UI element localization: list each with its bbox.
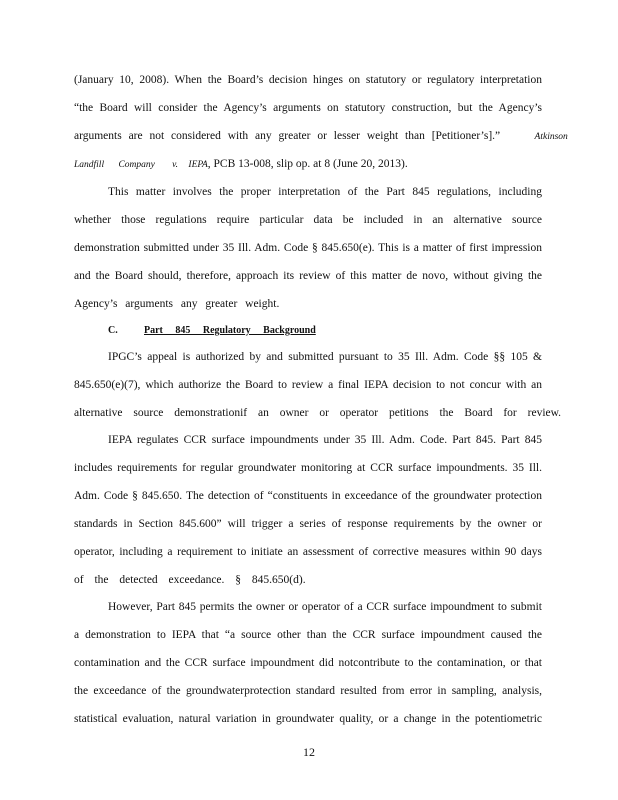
text-segment: arguments are not considered with any greater or lesser weight than [Petitioner’s].” [74, 130, 501, 142]
text-line: Adm. Code § 845.650. The detection of “constituents in exceedance of the groundwater protection [74, 490, 542, 502]
text-line: and the Board should, therefore, approach its review of this matter de novo, without giving the [74, 270, 542, 282]
section-letter: C. [108, 325, 118, 336]
text-line [74, 157, 542, 172]
text-line: alternative source demonstrationif an owner or operator petitions the Board for review. [74, 407, 562, 419]
text-line: IEPA regulates CCR surface impoundments under 35 Ill. Adm. Code. Part 845. Part 845 [108, 434, 542, 446]
text-line: (January 10, 2008). When the Board’s decision hinges on statutory or regulatory interpretation [74, 74, 542, 86]
case-citation: Atkinson [534, 132, 568, 142]
text-line: This matter involves the proper interpretation of the Part 845 regulations, including [108, 186, 542, 198]
section-heading [108, 324, 346, 338]
text-line: IPGC’s appeal is authorized by and submitted pursuant to 35 Ill. Adm. Code §§ 105 & [108, 351, 542, 363]
text-line: demonstration submitted under 35 Ill. Adm. Code § 845.650(e). This is a matter of first impression [74, 242, 542, 254]
case-citation: Landfill Company [74, 160, 155, 170]
text-line: contamination and the CCR surface impoundment did notcontribute to the contamination, or that [74, 657, 542, 669]
text-segment: , PCB 13-008, slip op. at 8 (June 20, 2013). [207, 158, 408, 170]
page-number: 12 [303, 745, 315, 759]
text-line: However, Part 845 permits the owner or operator of a CCR surface impoundment to submit [108, 601, 542, 613]
text-line: a demonstration to IEPA that “a source other than the CCR surface impoundment caused the [74, 629, 542, 641]
text-line: of the detected exceedance. § 845.650(d). [74, 574, 306, 586]
section-title: Part 845 Regulatory Background [144, 325, 316, 336]
text-line: standards in Section 845.600” will trigger a series of response requirements by the owner or [74, 518, 542, 530]
text-line: Agency’s arguments any greater weight. [74, 298, 280, 310]
text-line: 845.650(e)(7), which authorize the Board to review a final IEPA decision to not concur with an [74, 379, 542, 391]
text-line: statistical evaluation, natural variation in groundwater quality, or a change in the potentiometric [74, 713, 542, 725]
case-citation: v. IEPA [172, 160, 208, 170]
text-line: “the Board will consider the Agency’s arguments on statutory construction, but the Agency’s [74, 102, 542, 114]
text-line: includes requirements for regular groundwater monitoring at CCR surface impoundments. 35 Ill. [74, 462, 542, 474]
text-line [74, 129, 568, 144]
text-line: operator, including a requirement to initiate an assessment of corrective measures within 90 days [74, 546, 542, 558]
text-line: the exceedance of the groundwaterprotection standard resulted from error in sampling, analysis, [74, 685, 542, 697]
text-line: whether those regulations require particular data be included in an alternative source [74, 214, 542, 226]
